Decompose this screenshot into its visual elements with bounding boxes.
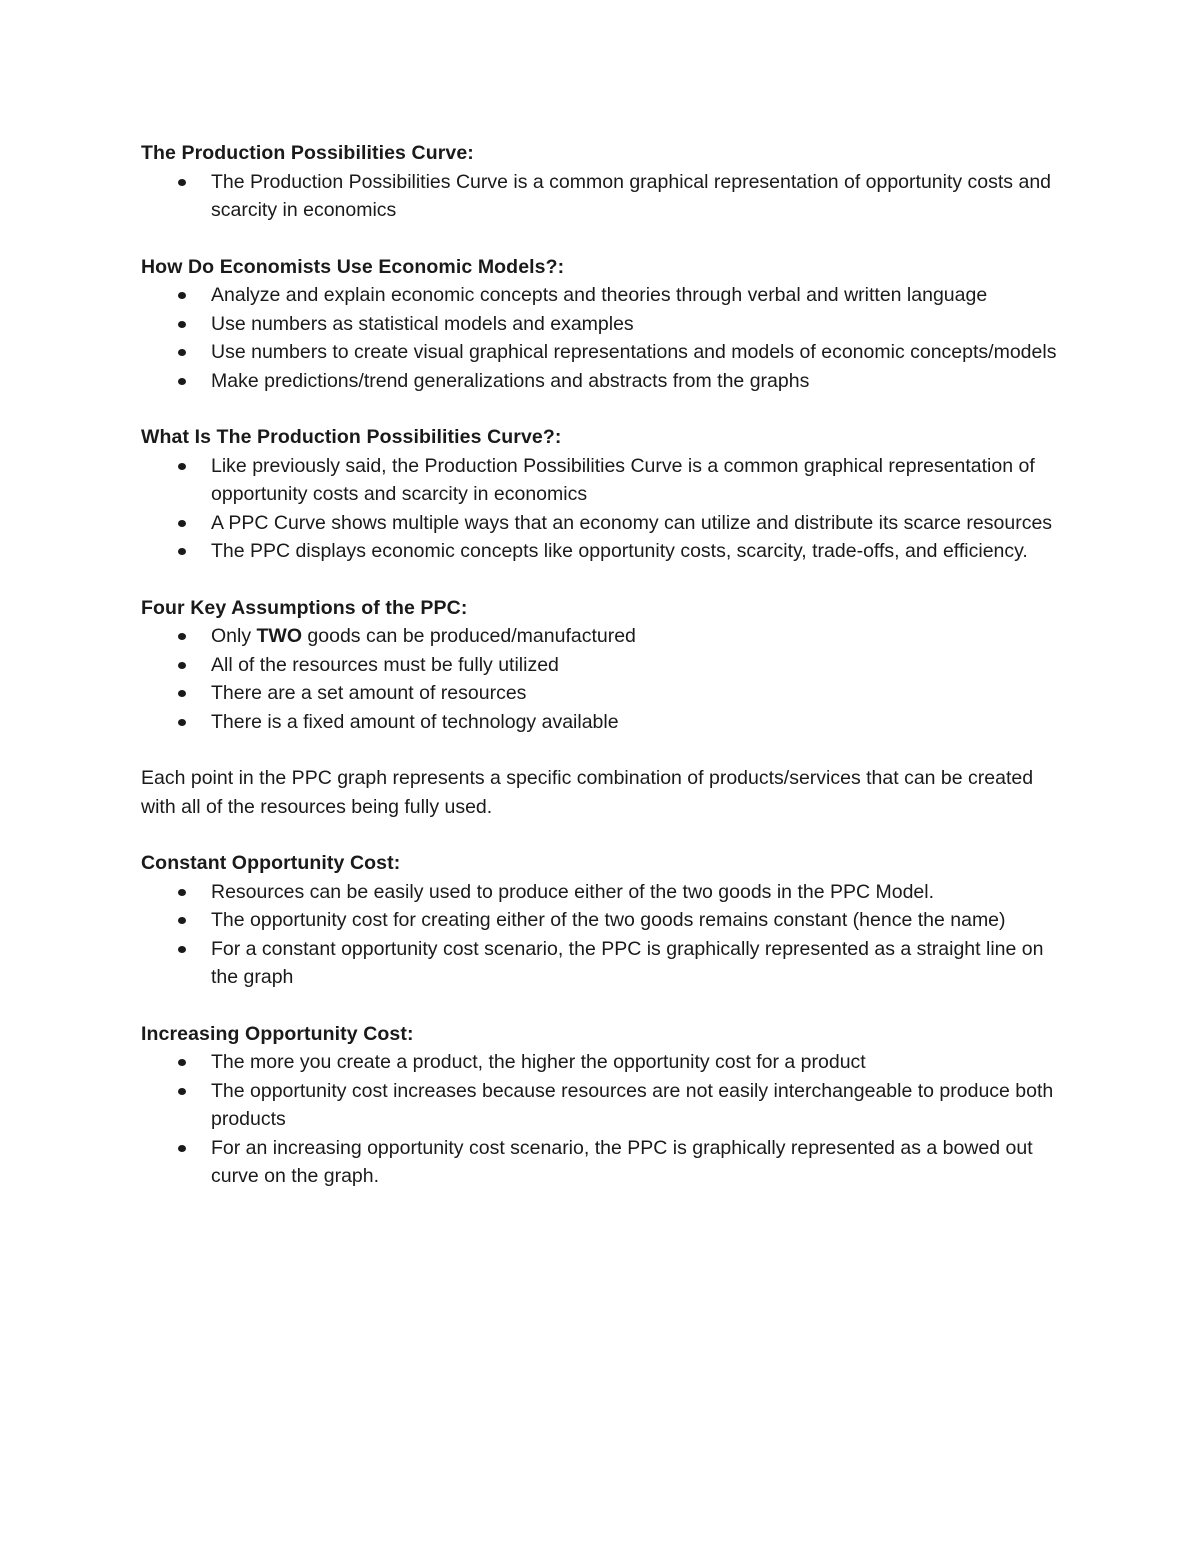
list-item-prefix: Only <box>211 625 257 647</box>
bullet-list <box>141 622 1061 736</box>
list-item-text: For a constant opportunity cost scenario, the PPC is graphically represented as a straight line on the graph <box>211 937 1044 988</box>
section-heading: Constant Opportunity Cost: <box>141 852 401 874</box>
list-item-text: The Production Possibilities Curve is a common graphical representation of opportunity costs and scarcity in economics <box>211 170 1052 221</box>
bullet-icon <box>178 633 186 640</box>
section-heading: The Production Possibilities Curve: <box>141 142 474 164</box>
emphasis-text: TWO <box>256 625 302 647</box>
list-item <box>141 1048 1061 1077</box>
list-item-text: There is a fixed amount of technology available <box>211 710 619 733</box>
list-item <box>141 1077 1061 1134</box>
list-item-text: There are a set amount of resources <box>211 682 527 704</box>
section-what-is-ppc <box>141 423 1061 566</box>
section-heading: What Is The Production Possibilities Curve?: <box>141 426 562 448</box>
bullet-icon <box>178 321 186 328</box>
list-item-text: Analyze and explain economic concepts and theories through verbal and written language <box>211 284 988 306</box>
section-heading: Increasing Opportunity Cost: <box>141 1022 414 1045</box>
section-economic-models <box>141 253 1061 396</box>
bullet-list <box>141 452 1061 566</box>
bullet-list <box>141 281 1061 395</box>
bullet-list <box>141 1048 1061 1191</box>
list-item <box>141 651 1061 680</box>
document-page <box>141 139 1061 1219</box>
list-item-text: Like previously said, the Production Possibilities Curve is a common graphical representation of opportunity costs and scarcity in economics <box>211 454 1035 505</box>
bullet-list <box>141 878 1061 992</box>
list-item <box>141 452 1061 509</box>
list-item-text: For an increasing opportunity cost scenario, the PPC is graphically represented as a bowed out curve on the graph. <box>211 1136 1033 1187</box>
list-item-text: The more you create a product, the higher the opportunity cost for a product <box>211 1051 866 1073</box>
bullet-icon <box>178 719 186 726</box>
list-item <box>141 708 1061 737</box>
bullet-icon <box>178 889 186 896</box>
section-key-assumptions <box>141 594 1061 737</box>
bullet-icon <box>178 946 186 953</box>
list-item <box>141 878 1061 907</box>
bullet-icon <box>178 463 186 470</box>
bullet-icon <box>178 520 186 527</box>
bullet-icon <box>178 349 186 356</box>
bullet-icon <box>178 1088 186 1095</box>
bullet-icon <box>178 662 186 669</box>
bullet-icon <box>178 690 186 697</box>
list-item-text: The opportunity cost increases because resources are not easily interchangeable to produce both products <box>211 1079 1054 1130</box>
list-item <box>141 509 1061 538</box>
list-item-text: The PPC displays economic concepts like opportunity costs, scarcity, trade-offs, and efficiency. <box>211 540 1028 562</box>
list-item-text: A PPC Curve shows multiple ways that an economy can utilize and distribute its scarce resources <box>211 511 1053 534</box>
list-item <box>141 281 1061 310</box>
bullet-icon <box>178 292 186 299</box>
list-item-text: Resources can be easily used to produce either of the two goods in the PPC Model. <box>211 880 935 903</box>
bullet-icon <box>178 179 186 186</box>
list-item-suffix: goods can be produced/manufactured <box>302 625 636 647</box>
list-item <box>141 338 1061 367</box>
section-increasing-cost <box>141 1020 1061 1191</box>
list-item <box>141 367 1061 396</box>
bullet-icon <box>178 1145 186 1152</box>
bullet-icon <box>178 548 186 555</box>
section-heading: How Do Economists Use Economic Models?: <box>141 255 565 278</box>
list-item-text: Use numbers as statistical models and examples <box>211 312 634 335</box>
list-item <box>141 679 1061 708</box>
section-ppc-intro <box>141 139 1061 225</box>
bullet-icon <box>178 378 186 385</box>
list-item <box>141 622 1061 651</box>
list-item <box>141 310 1061 339</box>
list-item-text: All of the resources must be fully utilized <box>211 653 559 676</box>
list-item <box>141 168 1061 225</box>
list-item-text: Use numbers to create visual graphical representations and models of economic concepts/models <box>211 341 1057 363</box>
bullet-list <box>141 168 1061 225</box>
list-item-text: Make predictions/trend generalizations and abstracts from the graphs <box>211 369 810 392</box>
list-item <box>141 906 1061 935</box>
section-heading: Four Key Assumptions of the PPC: <box>141 596 468 619</box>
list-item <box>141 1134 1061 1191</box>
bullet-icon <box>178 1059 186 1066</box>
list-item <box>141 935 1061 992</box>
body-paragraph: Each point in the PPC graph represents a specific combination of products/services that can be created with all of the resources being fully used. <box>141 767 1034 818</box>
list-item <box>141 537 1061 566</box>
section-constant-cost <box>141 849 1061 992</box>
bullet-icon <box>178 917 186 924</box>
list-item-text: The opportunity cost for creating either of the two goods remains constant (hence the name) <box>211 909 1006 931</box>
